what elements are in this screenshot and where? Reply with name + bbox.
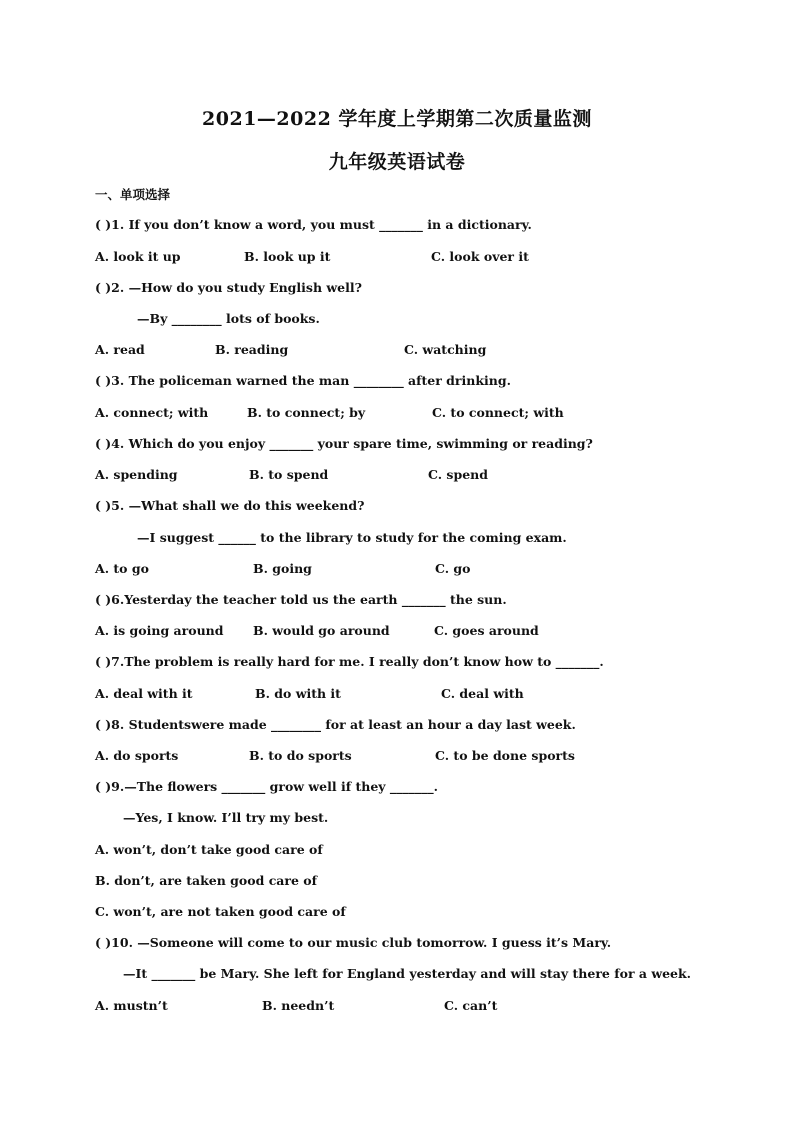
exam-subtitle: 九年级英语试卷 (328, 151, 466, 173)
question-stem: ( )6.Yesterday the teacher told us the earth _______ the sun. (95, 592, 507, 607)
question-stem-cont: —By ________ lots of books. (137, 311, 320, 326)
option-b: B. to do sports (249, 748, 352, 763)
option-a: A. spending (95, 467, 178, 482)
option-c: C. can’t (444, 998, 498, 1013)
option-a: A. look it up (95, 249, 181, 264)
option-a: A. is going around (95, 623, 224, 638)
option-b: B. do with it (255, 686, 341, 701)
question-stem: ( )2. —How do you study English well? (95, 280, 362, 295)
question-stem: ( )9.—The flowers _______ grow well if they _______. (95, 779, 438, 794)
option-c: C. to connect; with (432, 405, 564, 420)
question-stem-cont: —It _______ be Mary. She left for England yesterday and will stay there for a week. (123, 966, 692, 981)
option-b: B. going (253, 561, 312, 576)
option-b: B. look up it (244, 249, 331, 264)
option-c: C. deal with (441, 686, 524, 701)
option-c: C. look over it (431, 249, 529, 264)
question-stem-cont: —I suggest ______ to the library to study for the coming exam. (137, 530, 567, 545)
section-heading: 一、单项选择 (95, 187, 171, 202)
question-stem: ( )5. —What shall we do this weekend? (95, 498, 365, 513)
option-c: C. watching (404, 342, 487, 357)
option-b: B. don’t, are taken good care of (95, 873, 318, 888)
option-b: B. to connect; by (247, 405, 366, 420)
option-b: B. would go around (253, 623, 390, 638)
option-a: A. won’t, don’t take good care of (95, 842, 323, 857)
question-stem: ( )10. —Someone will come to our music club tomorrow. I guess it’s Mary. (95, 935, 612, 950)
option-a: A. connect; with (95, 405, 209, 420)
question-stem: ( )8. Studentswere made ________ for at least an hour a day last week. (95, 717, 576, 732)
exam-title: 2021—2022 学年度上学期第二次质量监测 (202, 108, 592, 130)
option-b: B. needn’t (262, 998, 335, 1013)
question-stem: ( )1. If you don’t know a word, you must _______ in a dictionary. (95, 217, 532, 232)
question-stem: ( )4. Which do you enjoy _______ your spare time, swimming or reading? (95, 436, 593, 451)
option-a: A. mustn’t (95, 998, 168, 1013)
option-c: C. won’t, are not taken good care of (95, 904, 346, 919)
option-c: C. spend (428, 467, 488, 482)
question-stem: ( )3. The policeman warned the man ________ after drinking. (95, 373, 511, 388)
option-c: C. go (435, 561, 471, 576)
option-c: C. to be done sports (435, 748, 575, 763)
option-a: A. read (95, 342, 145, 357)
question-stem-cont: —Yes, I know. I’ll try my best. (123, 810, 329, 825)
option-c: C. goes around (434, 623, 539, 638)
option-b: B. to spend (249, 467, 329, 482)
option-b: B. reading (215, 342, 289, 357)
option-a: A. deal with it (95, 686, 193, 701)
option-a: A. do sports (95, 748, 179, 763)
option-a: A. to go (95, 561, 149, 576)
question-stem: ( )7.The problem is really hard for me. I really don’t know how to _______. (95, 654, 604, 669)
